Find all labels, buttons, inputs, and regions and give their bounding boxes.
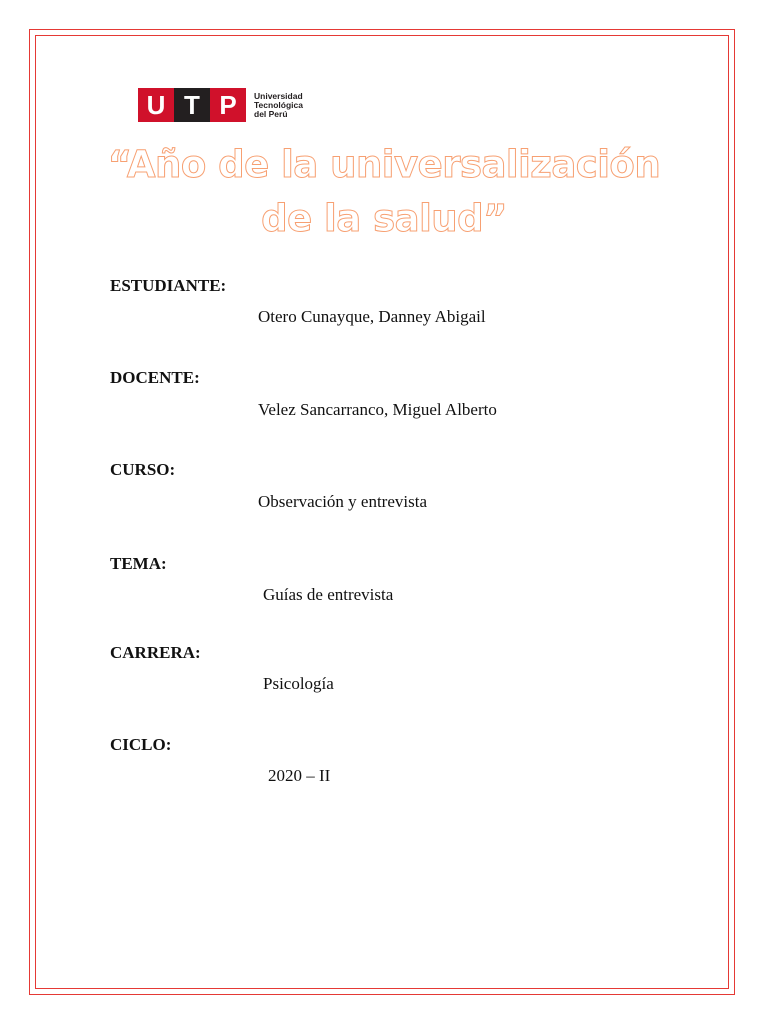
logo-name-line3: del Perú	[254, 108, 288, 119]
logo-letter-p: P	[210, 88, 246, 122]
curso-label: CURSO:	[110, 460, 176, 479]
docente-label: DOCENTE:	[110, 368, 200, 387]
estudiante-label: ESTUDIANTE:	[110, 276, 227, 295]
logo-name-line1: Universidad	[254, 90, 303, 101]
curso-value: Observación y entrevista	[258, 492, 427, 511]
carrera-value: Psicología	[263, 674, 334, 693]
ciclo-label: CICLO:	[110, 735, 172, 754]
logo-letter-t: T	[174, 88, 210, 122]
logo-university-name	[254, 92, 324, 119]
year-motto	[60, 138, 708, 246]
docente-value: Velez Sancarranco, Miguel Alberto	[258, 400, 497, 419]
carrera-label: CARRERA:	[110, 643, 201, 662]
logo-letter-u: U	[138, 88, 174, 122]
utp-logo	[138, 88, 324, 122]
motto-line2: de la salud”	[261, 197, 507, 240]
tema-value: Guías de entrevista	[263, 585, 394, 604]
tema-label: TEMA:	[110, 554, 167, 573]
ciclo-value: 2020 – II	[268, 766, 331, 785]
estudiante-value: Otero Cunayque, Danney Abigail	[258, 307, 486, 326]
logo-name-line2: Tecnológica	[254, 99, 303, 110]
motto-line1: “Año de la universalización	[107, 143, 661, 186]
